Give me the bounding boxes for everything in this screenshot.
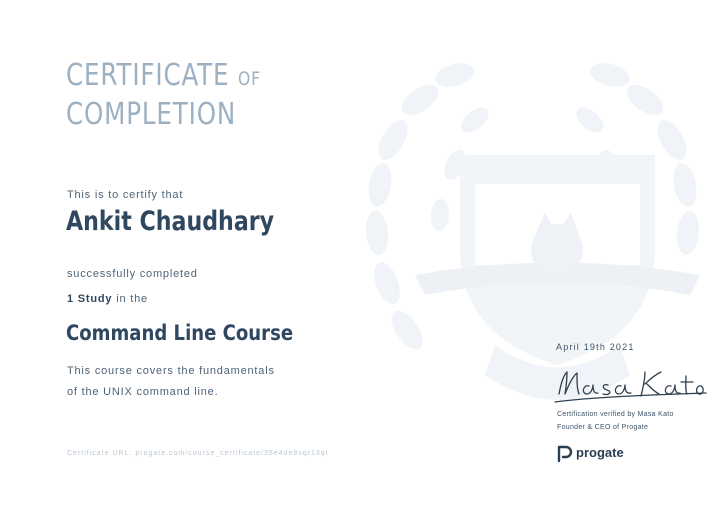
progate-logo-icon (557, 445, 573, 463)
ceo-signature (553, 364, 708, 406)
progate-brand: progate (576, 445, 624, 460)
verified-by: Certification verified by Masa Kato (557, 411, 674, 418)
signer-title: Founder & CEO of Progate (557, 424, 649, 431)
title-line-1 (66, 58, 261, 97)
study-line (67, 293, 148, 305)
certificate-title (66, 58, 261, 133)
certify-intro: This is to certify that (67, 189, 184, 201)
certificate-url: Certificate URL: progate.com/course_certificate/35e4de8sqr13qt (67, 450, 329, 457)
certificate-date: April 19th 2021 (556, 342, 635, 352)
course-description: This course covers the fundamentals of the UNIX command line. (67, 365, 275, 398)
verification-text (557, 408, 674, 434)
title-of: OF (238, 68, 261, 90)
study-suffix: in the (112, 293, 148, 305)
course-name: Command Line Course (66, 321, 294, 345)
completed-text: successfully completed (67, 268, 198, 280)
study-count: 1 Study (67, 293, 113, 305)
title-line-2: COMPLETION (66, 97, 237, 132)
recipient-name: Ankit Chaudhary (66, 206, 275, 237)
title-certificate: CERTIFICATE (66, 58, 230, 93)
